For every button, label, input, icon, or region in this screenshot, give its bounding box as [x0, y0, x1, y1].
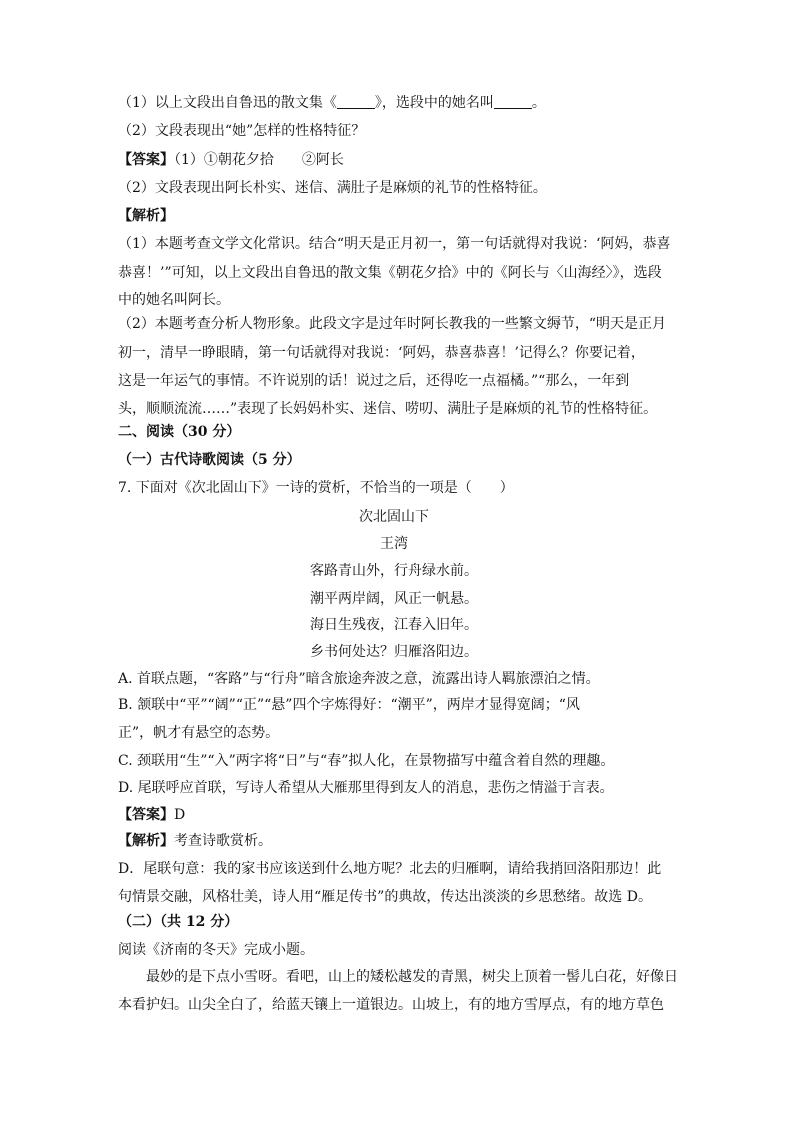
analysis-line: （2）本题考查分析人物形象。此段文字是过年时阿长教我的一些繁文缛节，“明天是正月 — [118, 316, 667, 332]
text: 考查诗歌赏析。 — [174, 833, 272, 849]
text: 。 — [531, 95, 546, 111]
option-c: C. 颈联用“生”“入”两字将“日”与“春”拟人化，在景物描写中蕴含着自然的理趣。 — [118, 753, 615, 769]
analysis-line: 头，顺顺流流……”表现了长妈妈朴实、迷信、唠叨、满肚子是麻烦的礼节的性格特征。 — [118, 401, 658, 417]
analysis-line: D．尾联句意：我的家书应该送到什么地方呢？北去的归雁啊，请给我捎回洛阳那边！此 — [118, 861, 662, 877]
option-a: A. 首联点题，“客路”与“行舟”暗含旅途奔波之意，流露出诗人羁旅漂泊之情。 — [118, 671, 600, 687]
analysis-line: 恭喜！’”可知，以上文段出自鲁迅的散文集《朝花夕拾》中的《阿长与〈山海经〉》，选段 — [118, 265, 662, 281]
question-7-stem: 7. 下面对《次北固山下》一诗的赏析，不恰当的一项是（ ） — [118, 480, 514, 496]
answer-7 — [118, 806, 185, 824]
option-b-cont: 正”，帆才有悬空的态势。 — [118, 725, 280, 741]
poem-line: 潮平两岸阔，风正一帆悬。 — [310, 591, 478, 607]
option-d: D. 尾联呼应首联，写诗人希望从大雁那里得到友人的消息，悲伤之情溢于言表。 — [118, 780, 614, 796]
analysis-label: 【解析】 — [118, 833, 174, 849]
reading-paragraph-line: 最妙的是下点小雪呀。看吧，山上的矮松越发的青黑，树尖上顶着一髻儿白花，好像日 — [146, 969, 678, 985]
analysis-line: 初一，清早一睁眼睛，第一句话就得对我说：‘阿妈，恭喜恭喜！’记得么？你要记着， — [118, 345, 645, 361]
subsection-heading: （二）（共 12 分） — [118, 914, 239, 930]
text: （1）①朝花夕拾 ②阿长 — [174, 152, 344, 168]
text: （1）以上文段出自鲁迅的散文集《 — [118, 95, 337, 111]
answer-label: 【答案】 — [118, 152, 174, 168]
section-heading: 二、阅读（30 分） — [118, 424, 241, 440]
subsection-heading: （一）古代诗歌阅读（5 分） — [118, 452, 301, 468]
poem-title: 次北固山下 — [359, 509, 429, 525]
question-1-part-2: （2）文段表现出“她”怎样的性格特征？ — [118, 123, 366, 139]
poem-line: 客路青山外，行舟绿水前。 — [310, 563, 478, 579]
answer-1-line-1 — [118, 151, 344, 169]
text: 》，选段中的她名叫 — [374, 95, 494, 111]
answer-value: D — [174, 807, 186, 823]
analysis-label: 【解析】 — [118, 208, 174, 224]
analysis-line: 句情景交融，风格壮美，诗人用“雁足传书”的典故，传达出淡淡的乡思愁绪。故选 D。 — [118, 889, 652, 905]
poem-author: 王湾 — [380, 536, 408, 552]
question-1-part-1 — [118, 94, 546, 112]
analysis-line: 中的她名叫阿长。 — [118, 292, 230, 308]
answer-1-line-2: （2）文段表现出阿长朴实、迷信、满肚子是麻烦的礼节的性格特征。 — [118, 180, 547, 196]
option-b: B. 颔联中“平”“阔”“正”“悬”四个字炼得好：“潮平”，两岸才显得宽阔；“风 — [118, 697, 580, 713]
answer-blank — [337, 95, 375, 109]
reading-intro: 阅读《济南的冬天》完成小题。 — [118, 942, 314, 958]
analysis-line: 这是一年运气的事情。不许说别的话！说过之后，还得吃一点福橘。”“那么，一年到 — [118, 373, 630, 389]
poem-line: 海日生残夜，江春入旧年。 — [310, 617, 478, 633]
answer-label: 【答案】 — [118, 807, 174, 823]
analysis-line: （1）本题考查文学文化常识。结合“明天是正月初一，第一句话就得对我说：‘阿妈，恭喜 — [118, 236, 671, 252]
reading-paragraph-line: 本看护妇。山尖全白了，给蓝天镶上一道银边。山坡上，有的地方雪厚点，有的地方草色 — [118, 997, 664, 1013]
poem-line: 乡书何处达？归雁洛阳边。 — [310, 644, 478, 660]
answer-blank — [494, 95, 532, 109]
analysis-7 — [118, 832, 272, 850]
